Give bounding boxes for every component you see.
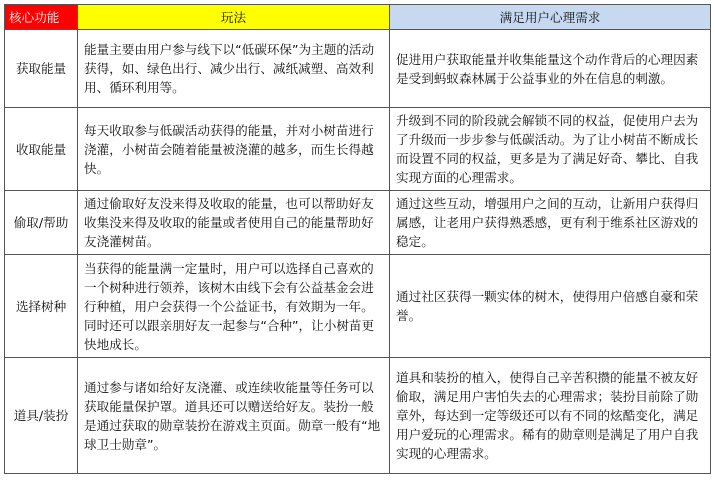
gameplay-cell: 能量主要由用户参与线下以“低碳环保”为主题的活动获得，如、绿色出行、减少出行、减纸减塑、高效利用、循环利用等。 bbox=[78, 30, 390, 108]
core-function-cell: 选择树种 bbox=[5, 255, 78, 358]
gameplay-cell: 通过偷取好友没来得及收取的能量，也可以帮助好友收集没来得及收取的能量或者使用自己的能量帮助好友浇灌树苗。 bbox=[78, 191, 390, 255]
user-needs-cell: 通过社区获得一颗实体的树木，使得用户倍感自豪和荣誉。 bbox=[390, 255, 711, 358]
header-user-needs: 满足用户心理需求 bbox=[390, 5, 711, 30]
gameplay-cell: 当获得的能量满一定量时，用户可以选择自己喜欢的一个树种进行领养，该树木由线下会有公益基金会进行种植，用户会获得一个公益证书，有效期为一年。同时还可以跟亲朋好友一起参与“合种”，让小树苗更快地成长。 bbox=[78, 255, 390, 358]
user-needs-cell: 升级到不同的阶段就会解锁不同的权益，促使用户去为了升级而一步步参与低碳活动。为了让小树苗不断成长而设置不同的权益，更多是为了满足好奇、攀比、自我实现方面的心理需求。 bbox=[390, 108, 711, 191]
table-row bbox=[5, 108, 711, 191]
gameplay-cell: 通过参与诸如给好友浇灌、或连续收能量等任务可以获取能量保护罩。道具还可以赠送给好友。装扮一般是通过获取的勋章装扮在游戏主页面。勋章一般有“地球卫士勋章”。 bbox=[78, 358, 390, 474]
header-row bbox=[5, 5, 711, 30]
core-function-cell: 道具/装扮 bbox=[5, 358, 78, 474]
user-needs-cell: 通过这些互动，增强用户之间的互动，让新用户获得归属感，让老用户获得熟悉感，更有利于维系社区游戏的稳定。 bbox=[390, 191, 711, 255]
gameplay-cell: 每天收取参与低碳活动获得的能量，并对小树苗进行浇灌，小树苗会随着能量被浇灌的越多，而生长得越快。 bbox=[78, 108, 390, 191]
core-function-cell: 偷取/帮助 bbox=[5, 191, 78, 255]
table-row bbox=[5, 255, 711, 358]
core-function-cell: 收取能量 bbox=[5, 108, 78, 191]
table-row bbox=[5, 358, 711, 474]
user-needs-cell: 促进用户获取能量并收集能量这个动作背后的心理因素是受到蚂蚁森林属于公益事业的外在信息的刺激。 bbox=[390, 30, 711, 108]
feature-table-container bbox=[4, 4, 711, 461]
core-function-cell: 获取能量 bbox=[5, 30, 78, 108]
header-gameplay: 玩法 bbox=[78, 5, 390, 30]
feature-table bbox=[4, 4, 711, 474]
user-needs-cell: 道具和装扮的植入，使得自己辛苦积攒的能量不被友好偷取，满足用户害怕失去的心理需求；装扮目前除了勋章外，每达到一定等级还可以有不同的炫酷变化，满足用户爱玩的心理需求。稀有的勋章则是满足了用户自我实现的心理需求。 bbox=[390, 358, 711, 474]
table-row bbox=[5, 191, 711, 255]
header-core-function: 核心功能 bbox=[5, 5, 78, 30]
table-row bbox=[5, 30, 711, 108]
